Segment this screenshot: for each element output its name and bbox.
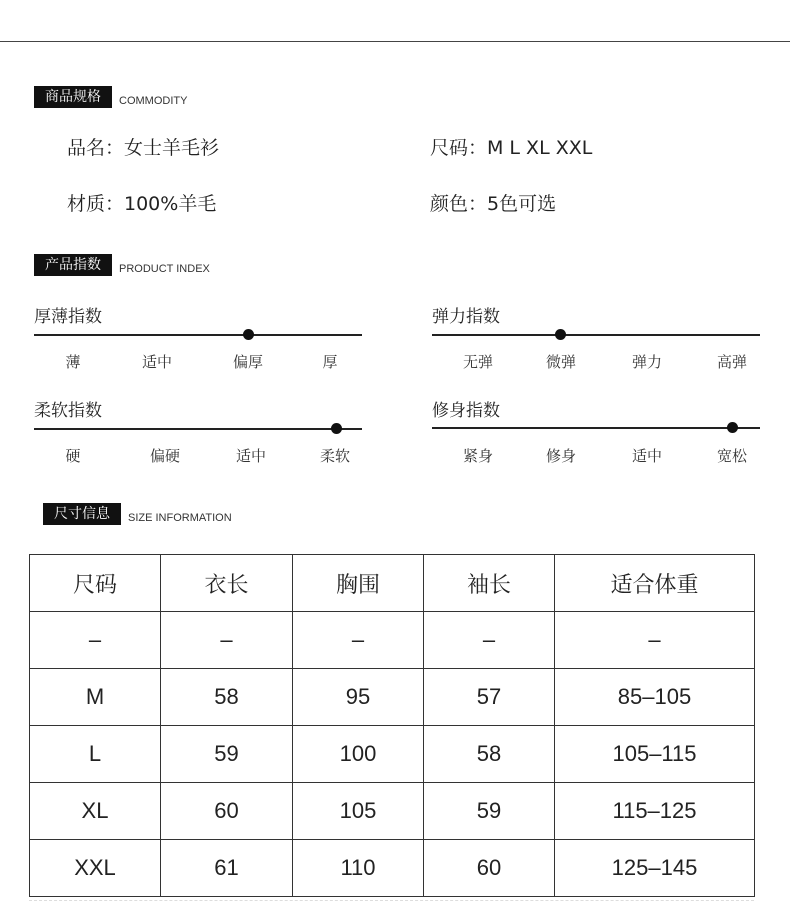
table-row bbox=[30, 726, 755, 783]
commodity-tag: 商品规格 bbox=[34, 86, 112, 108]
table-cell: 57 bbox=[424, 669, 555, 726]
table-cell: 110 bbox=[293, 840, 424, 897]
softness-label: 柔软 bbox=[319, 447, 351, 465]
table-row bbox=[30, 669, 755, 726]
header-cell-weight: 适合体重 bbox=[555, 555, 755, 612]
table-row bbox=[30, 612, 755, 669]
softness-indicator bbox=[331, 423, 342, 434]
table-cell: L bbox=[30, 726, 161, 783]
elasticity-label: 弹力 bbox=[631, 353, 663, 371]
thickness-scale-line bbox=[34, 334, 362, 336]
elasticity-label: 无弹 bbox=[462, 353, 494, 371]
fit-label: 修身 bbox=[545, 447, 577, 465]
softness-scale-line bbox=[34, 428, 362, 430]
table-row bbox=[30, 840, 755, 897]
thickness-label: 偏厚 bbox=[232, 353, 264, 371]
table-cell: – bbox=[555, 612, 755, 669]
fit-index-title: 修身指数 bbox=[432, 401, 500, 421]
header-cell-length: 衣长 bbox=[161, 555, 293, 612]
elasticity-indicator bbox=[555, 329, 566, 340]
commodity-section-header bbox=[34, 86, 187, 108]
softness-label: 硬 bbox=[65, 447, 81, 465]
table-cell: 125–145 bbox=[555, 840, 755, 897]
product-material: 材质：100%羊毛 bbox=[67, 193, 217, 215]
table-cell: 60 bbox=[424, 840, 555, 897]
product-colors: 颜色：5色可选 bbox=[430, 193, 557, 215]
header-cell-sleeve: 袖长 bbox=[424, 555, 555, 612]
size-table-header-row bbox=[30, 555, 755, 612]
size-en-label: SIZE INFORMATION bbox=[128, 512, 232, 524]
top-divider bbox=[0, 41, 790, 42]
elasticity-index-title: 弹力指数 bbox=[432, 307, 500, 327]
bottom-dashed-divider bbox=[29, 900, 754, 901]
thickness-index-title: 厚薄指数 bbox=[34, 307, 102, 327]
table-cell: 60 bbox=[161, 783, 293, 840]
header-cell-size: 尺码 bbox=[30, 555, 161, 612]
commodity-en-label: COMMODITY bbox=[119, 95, 188, 107]
table-cell: – bbox=[161, 612, 293, 669]
table-cell: 100 bbox=[293, 726, 424, 783]
size-tag: 尺寸信息 bbox=[43, 503, 121, 525]
size-section-header bbox=[43, 503, 232, 525]
table-cell: XXL bbox=[30, 840, 161, 897]
table-cell: 58 bbox=[424, 726, 555, 783]
table-cell: 85–105 bbox=[555, 669, 755, 726]
table-cell: – bbox=[30, 612, 161, 669]
table-cell: 59 bbox=[161, 726, 293, 783]
fit-indicator bbox=[727, 422, 738, 433]
index-en-label: PRODUCT INDEX bbox=[119, 263, 210, 275]
softness-label: 适中 bbox=[235, 447, 267, 465]
softness-label: 偏硬 bbox=[149, 447, 181, 465]
table-cell: – bbox=[293, 612, 424, 669]
table-cell: 105 bbox=[293, 783, 424, 840]
header-cell-bust: 胸围 bbox=[293, 555, 424, 612]
table-cell: XL bbox=[30, 783, 161, 840]
thickness-label: 适中 bbox=[141, 353, 173, 371]
fit-label: 紧身 bbox=[462, 447, 494, 465]
product-name: 品名：女士羊毛衫 bbox=[67, 137, 220, 159]
index-tag: 产品指数 bbox=[34, 254, 112, 276]
table-cell: 58 bbox=[161, 669, 293, 726]
table-cell: 59 bbox=[424, 783, 555, 840]
size-table bbox=[29, 554, 755, 897]
table-cell: 61 bbox=[161, 840, 293, 897]
product-sizes: 尺码：M L XL XXL bbox=[430, 137, 593, 159]
softness-index-title: 柔软指数 bbox=[34, 401, 102, 421]
index-section-header bbox=[34, 254, 210, 276]
thickness-label: 薄 bbox=[65, 353, 81, 371]
elasticity-scale-line bbox=[432, 334, 760, 336]
table-cell: 105–115 bbox=[555, 726, 755, 783]
elasticity-label: 高弹 bbox=[716, 353, 748, 371]
elasticity-label: 微弹 bbox=[545, 353, 577, 371]
thickness-label: 厚 bbox=[322, 353, 338, 371]
fit-scale-line bbox=[432, 427, 760, 429]
thickness-indicator bbox=[243, 329, 254, 340]
table-cell: 115–125 bbox=[555, 783, 755, 840]
table-row bbox=[30, 783, 755, 840]
table-cell: – bbox=[424, 612, 555, 669]
fit-label: 宽松 bbox=[716, 447, 748, 465]
fit-label: 适中 bbox=[631, 447, 663, 465]
table-cell: 95 bbox=[293, 669, 424, 726]
table-cell: M bbox=[30, 669, 161, 726]
